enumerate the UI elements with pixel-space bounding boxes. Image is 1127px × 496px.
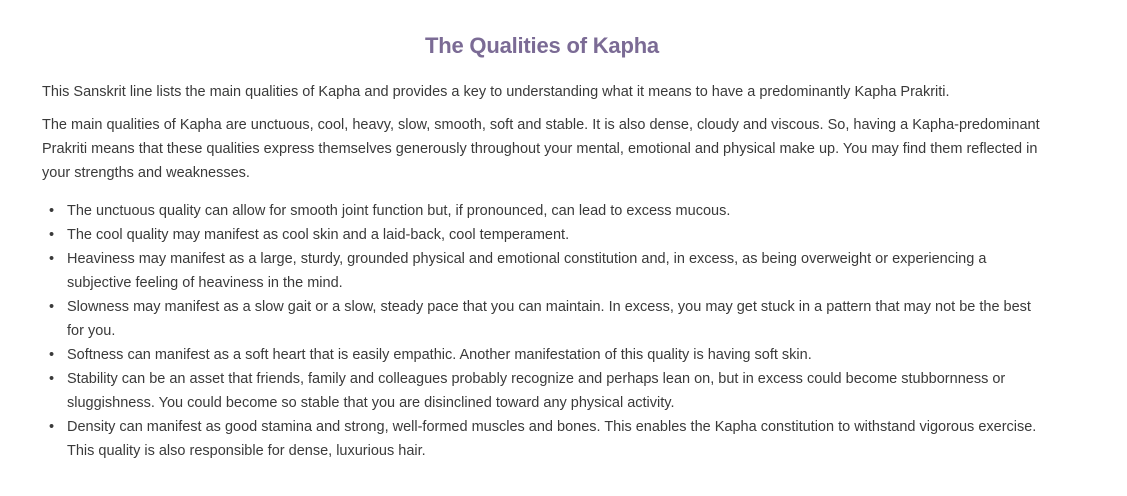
list-item-text: Slowness may manifest as a slow gait or a slow, steady pace that you can maintain. In excess, you may get stuck in a pattern that may not be the best for you.: [67, 299, 1031, 339]
list-item-cool: [42, 223, 1042, 247]
list-item-text: Softness can manifest as a soft heart that is easily empathic. Another manifestation of this quality is having soft skin.: [67, 347, 812, 363]
list-item-density: [42, 415, 1042, 463]
list-item-softness: [42, 343, 1042, 367]
list-item-heaviness: [42, 247, 1042, 295]
list-item-text: Heaviness may manifest as a large, sturdy, grounded physical and emotional constitution and, in excess, as being overweight or experiencing a subjective feeling of heaviness in the mind.: [67, 251, 987, 291]
bullet-icon: •: [49, 227, 55, 243]
list-item-text: The unctuous quality can allow for smooth joint function but, if pronounced, can lead to excess mucous.: [67, 203, 731, 219]
bullet-icon: •: [49, 419, 55, 435]
bullet-icon: •: [49, 251, 55, 267]
bullet-icon: •: [49, 203, 55, 219]
qualities-list: [42, 199, 1042, 463]
list-item-slowness: [42, 295, 1042, 343]
page-title: The Qualities of Kapha: [425, 33, 659, 58]
qualities-paragraph: The main qualities of Kapha are unctuous, cool, heavy, slow, smooth, soft and stable. It is also dense, cloudy and viscous. So, having a Kapha-predominant Prakriti means that these qualities express themselves generously throughout your mental, emotional and physical make up. You may find them reflected in your strengths and weaknesses.: [42, 117, 1040, 181]
bullet-icon: •: [49, 347, 55, 363]
list-item-text: Stability can be an asset that friends, family and colleagues probably recognize and perhaps lean on, but in excess could become stubbornness or sluggishness. You could become so stable that you are disinclined toward any physical activity.: [67, 371, 1006, 411]
bullet-icon: •: [49, 371, 55, 387]
list-item-unctuous: [42, 199, 1042, 223]
list-item-text: Density can manifest as good stamina and strong, well-formed muscles and bones. This enables the Kapha constitution to withstand vigorous exercise. This quality is also responsible for dense, luxurious hair.: [67, 419, 1037, 459]
intro-paragraph: This Sanskrit line lists the main qualities of Kapha and provides a key to understanding what it means to have a predominantly Kapha Prakriti.: [42, 84, 950, 100]
bullet-icon: •: [49, 299, 55, 315]
list-item-stability: [42, 367, 1042, 415]
list-item-text: The cool quality may manifest as cool skin and a laid-back, cool temperament.: [67, 227, 570, 243]
